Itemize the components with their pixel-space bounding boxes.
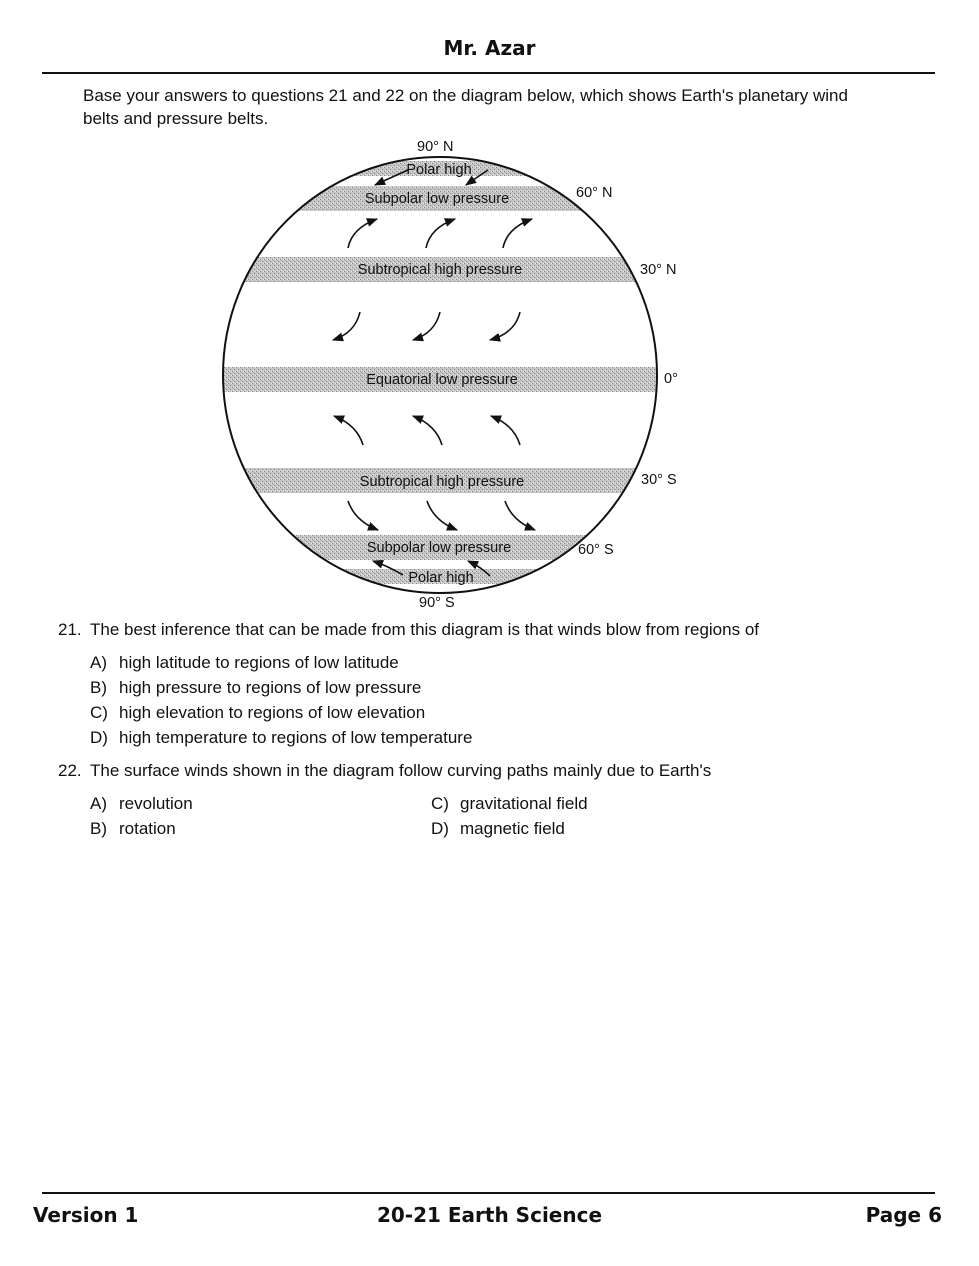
answer-choice[interactable] [431, 816, 565, 841]
question-21 [58, 619, 759, 641]
question-intro: Base your answers to questions 21 and 22 on the diagram below, which shows Earth's planetary wind belts and pressure belts. [83, 86, 848, 128]
footer-course: 20-21 Earth Science [376, 1203, 603, 1227]
wind-arrow [491, 416, 520, 445]
choice-letter: B) [90, 678, 107, 697]
choice-text: high temperature to regions of low temperature [119, 728, 473, 747]
footer-divider [42, 1192, 935, 1194]
choice-text: magnetic field [460, 819, 565, 838]
belt-label-subtropical-south: Subtropical high pressure [359, 474, 525, 490]
wind-arrow [505, 501, 535, 530]
latitude-label-30n: 30° N [640, 262, 677, 278]
latitude-label-equator: 0° [664, 371, 678, 387]
wind-arrow [348, 219, 377, 248]
choice-text: high pressure to regions of low pressure [119, 678, 422, 697]
wind-belt-diagram [220, 135, 690, 615]
belt-label-subpolar-south: Subpolar low pressure [366, 540, 512, 556]
choice-letter: B) [90, 819, 107, 838]
answer-choices-22 [90, 791, 690, 843]
latitude-label-90s: 90° S [419, 595, 455, 611]
question-text: The surface winds shown in the diagram follow curving paths mainly due to Earth's [90, 761, 712, 780]
belt-label-polar-high-north: Polar high [406, 162, 472, 178]
wind-arrow [413, 312, 440, 340]
latitude-label-30s: 30° S [641, 472, 677, 488]
footer-version: Version 1 [33, 1203, 139, 1227]
choice-text: gravitational field [460, 794, 588, 813]
choice-letter: A) [90, 653, 107, 672]
answer-choice[interactable] [431, 791, 588, 816]
header-divider [42, 72, 935, 74]
choice-text: high elevation to regions of low elevation [119, 703, 426, 722]
choice-letter: D) [431, 819, 449, 838]
answer-choice[interactable] [90, 675, 472, 700]
choice-letter: C) [90, 703, 108, 722]
choice-letter: D) [90, 728, 108, 747]
wind-arrow [333, 312, 360, 340]
choice-letter: C) [431, 794, 449, 813]
answer-choice[interactable] [90, 650, 472, 675]
latitude-label-60n: 60° N [576, 185, 613, 201]
answer-choice[interactable] [90, 816, 176, 841]
question-text: The best inference that can be made from this diagram is that winds blow from regions of [90, 620, 759, 639]
belt-label-subtropical-north: Subtropical high pressure [357, 262, 523, 278]
answer-choice[interactable] [90, 791, 193, 816]
answer-choice[interactable] [90, 725, 472, 750]
wind-arrow [426, 219, 455, 248]
belt-label-subpolar-north: Subpolar low pressure [364, 191, 510, 207]
answer-choices-21 [90, 650, 472, 750]
answer-choice[interactable] [90, 700, 472, 725]
question-number: 22. [58, 761, 82, 780]
wind-arrow [427, 501, 457, 530]
wind-arrow [503, 219, 532, 248]
wind-arrow [348, 501, 378, 530]
wind-arrow [490, 312, 520, 340]
choice-text: rotation [119, 819, 176, 838]
question-22 [58, 760, 711, 782]
choice-text: revolution [119, 794, 193, 813]
wind-arrow [334, 416, 363, 445]
belt-label-equatorial: Equatorial low pressure [366, 372, 518, 388]
choice-text: high latitude to regions of low latitude [119, 653, 399, 672]
question-number: 21. [58, 620, 82, 639]
wind-arrow [413, 416, 442, 445]
choice-letter: A) [90, 794, 107, 813]
latitude-label-60s: 60° S [578, 542, 614, 558]
page-header-title: Mr. Azar [443, 36, 536, 60]
latitude-label-90n: 90° N [417, 139, 454, 155]
footer-page-number: Page 6 [865, 1203, 942, 1227]
belt-label-polar-high-south: Polar high [408, 570, 474, 586]
